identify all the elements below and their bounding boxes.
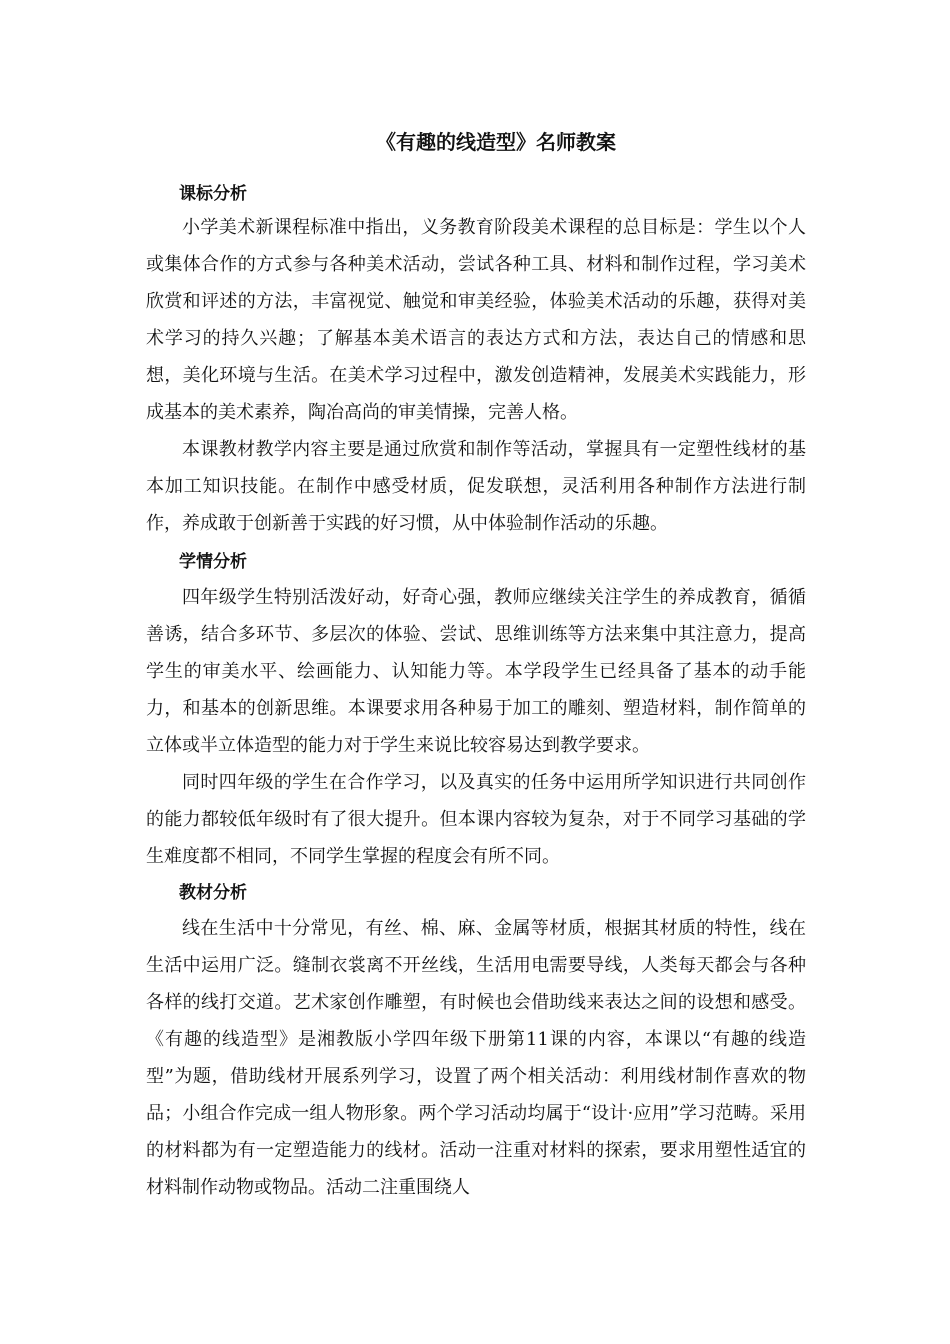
section-heading-student-analysis: 学情分析 — [179, 552, 247, 572]
paragraph-lesson-content: 本课教材教学内容主要是通过欣赏和制作等活动，掌握具有一定塑性线材的基本加工知识技能。在制作中感受材质，促发联想，灵活利用各种制作方法进行制作，养成敢于创新善于实践的好习惯，从中体验制作活动的乐趣。 — [146, 439, 806, 534]
paragraph-student-collaboration: 同时四年级的学生在合作学习，以及真实的任务中运用所学知识进行共同创作的能力都较低年级时有了很大提升。但本课内容较为复杂，对于不同学习基础的学生难度都不相同，不同学生掌握的程度会有所不同。 — [146, 772, 806, 867]
paragraph-material-details: 线在生活中十分常见，有丝、棉、麻、金属等材质，根据其材质的特性，线在生活中运用广泛。缝制衣裳离不开丝线，生活用电需要导线，人类每天都会与各种各样的线打交道。艺术家创作雕塑，有时候也会借助线来表达之间的设想和感受。《有趣的线造型》是湘教版小学四年级下册第11课的内容，本课以“有趣的线造型”为题，借助线材开展系列学习，设置了两个相关活动：利用线材制作喜欢的物品；小组合作完成一组人物形象。两个学习活动均属于“设计·应用”学习范畴。采用的材料都为有一定塑造能力的线材。活动一注重对材料的探索，要求用塑性适宜的材料制作动物或物品。活动二注重围绕人 — [146, 918, 806, 1198]
section-heading-curriculum-analysis: 课标分析 — [179, 184, 247, 204]
section-heading-material-analysis: 教材分析 — [179, 883, 247, 903]
document-title: 《有趣的线造型》名师教案 — [376, 130, 616, 154]
paragraph-curriculum-goals: 小学美术新课程标准中指出，义务教育阶段美术课程的总目标是：学生以个人或集体合作的方式参与各种美术活动，尝试各种工具、材料和制作过程，学习美术欣赏和评述的方法，丰富视觉、触觉和审美经验，体验美术活动的乐趣，获得对美术学习的持久兴趣；了解基本美术语言的表达方式和方法，表达自己的情感和思想，美化环境与生活。在美术学习过程中，激发创造精神，发展美术实践能力，形成基本的美术素养，陶冶高尚的审美情操，完善人格。 — [146, 217, 806, 423]
paragraph-student-characteristics: 四年级学生特别活泼好动，好奇心强，教师应继续关注学生的养成教育，循循善诱，结合多环节、多层次的体验、尝试、思维训练等方法来集中其注意力，提高学生的审美水平、绘画能力、认知能力等。本学段学生已经具备了基本的动手能力，和基本的创新思维。本课要求用各种易于加工的雕刻、塑造材料，制作简单的立体或半立体造型的能力对于学生来说比较容易达到教学要求。 — [146, 587, 806, 756]
